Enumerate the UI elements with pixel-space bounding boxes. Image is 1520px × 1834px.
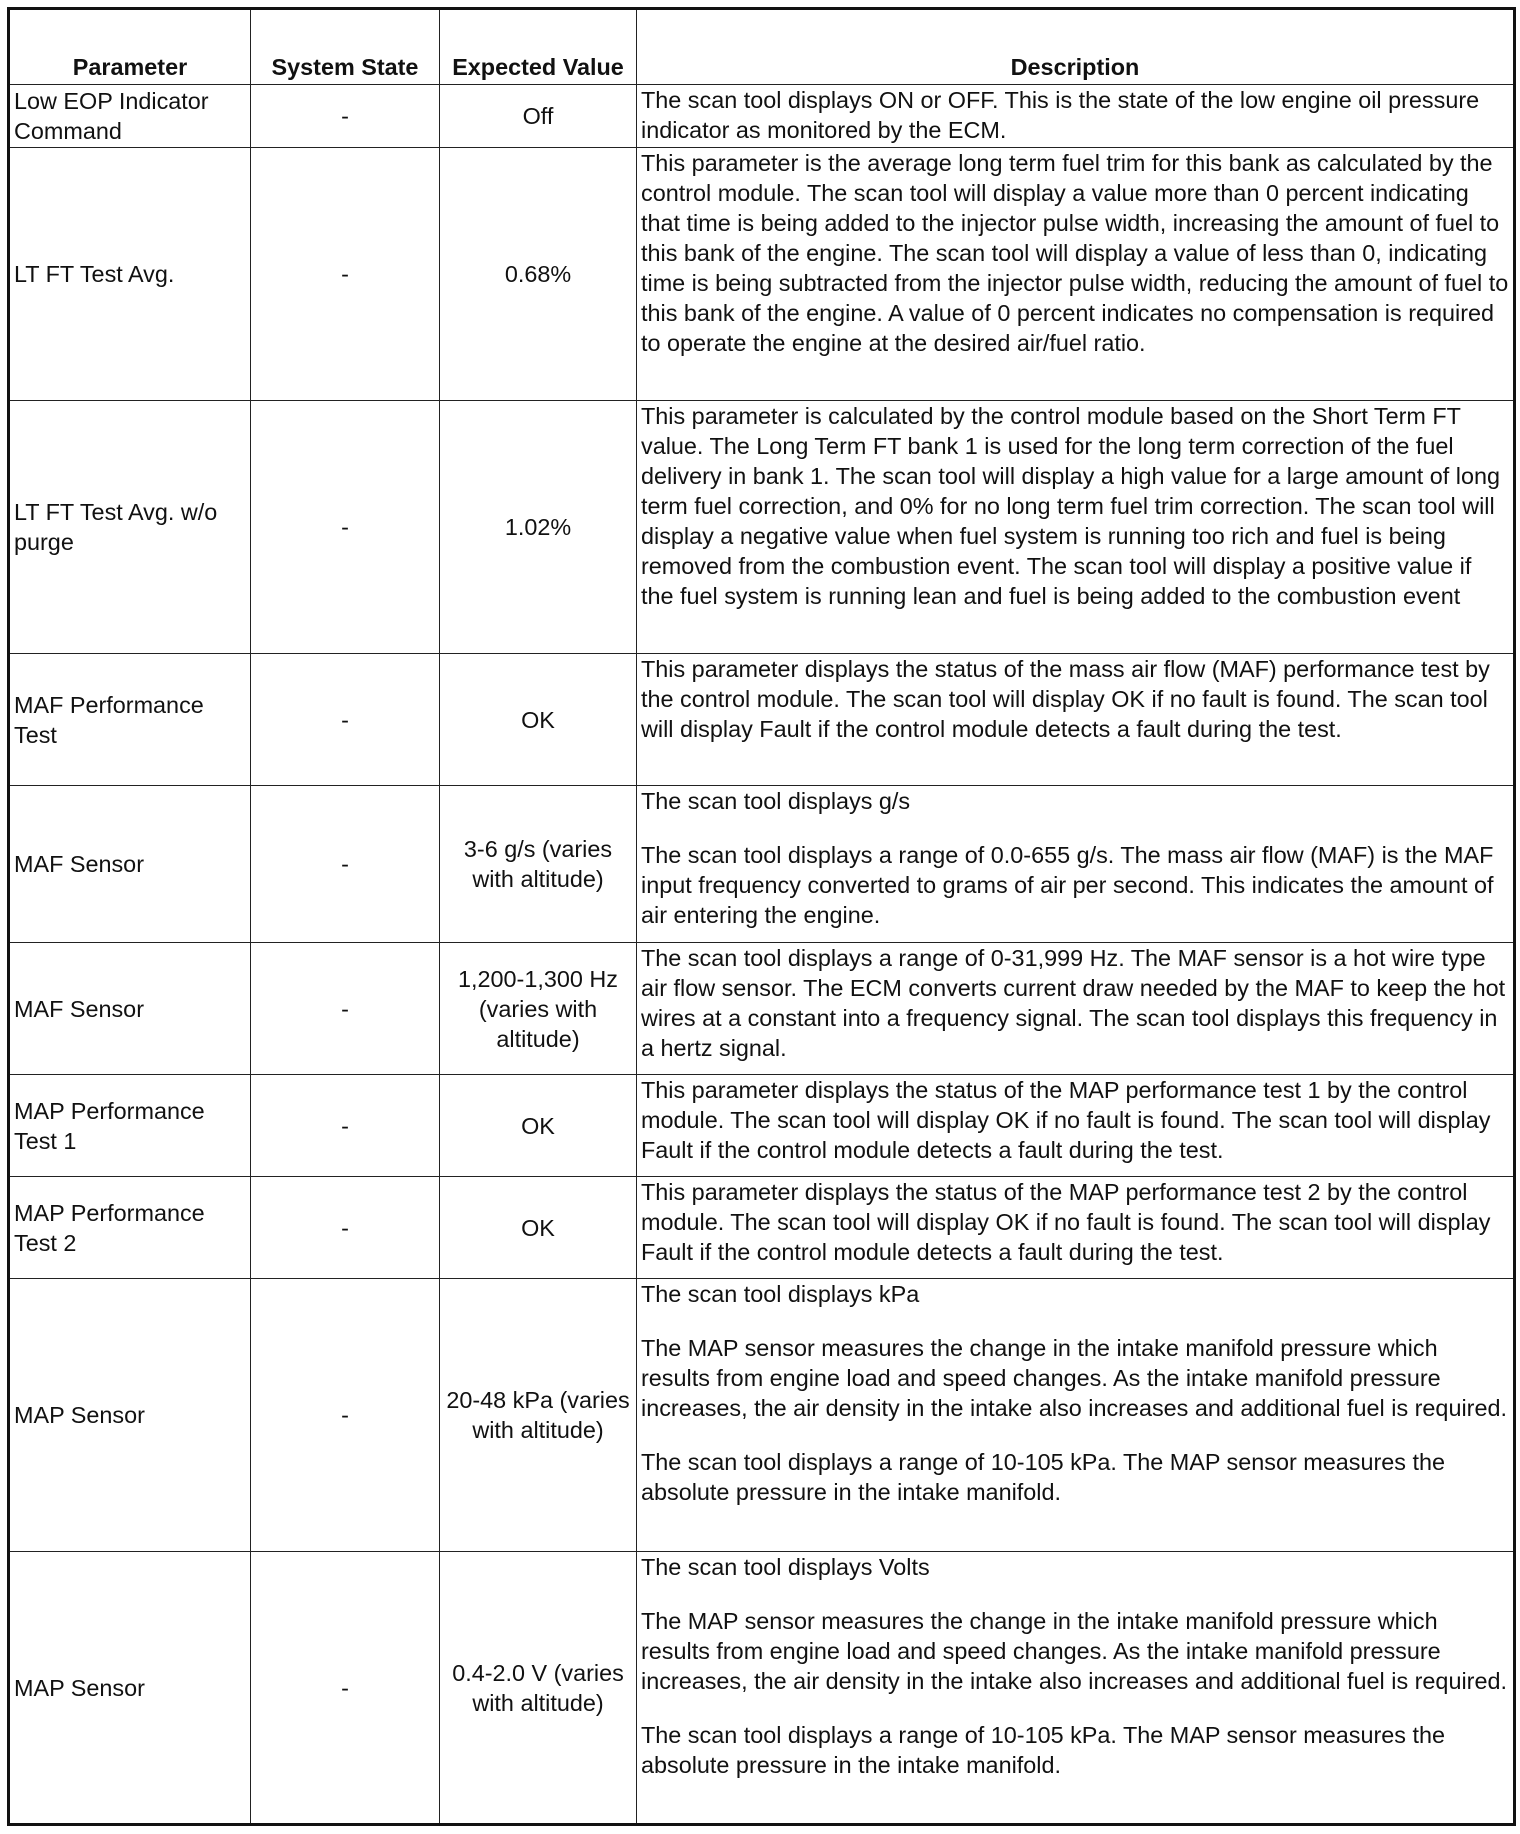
table-row [9,148,1515,401]
cell-description [637,401,1515,654]
cell-description [637,1279,1515,1552]
cell-expected-value: OK [440,1177,637,1279]
cell-description [637,85,1515,148]
description-paragraph: This parameter displays the status of the MAP performance test 2 by the control module. The scan tool will display OK if no fault is found. The scan tool will display Fault if the control module detects a fault during the test. [641,1179,1491,1265]
table-row [9,1279,1515,1552]
header-system-state: System State [251,9,440,85]
description-paragraph: This parameter displays the status of the mass air flow (MAF) performance test by the control module. The scan tool will display OK if no fault is found. The scan tool will display Fault if the control module detects a fault during the test. [641,656,1490,742]
cell-expected-value: OK [440,1075,637,1177]
cell-parameter: LT FT Test Avg. [9,148,251,401]
cell-expected-value: 3-6 g/s (varies with altitude) [440,786,637,943]
table-row [9,1177,1515,1279]
table-row [9,943,1515,1075]
cell-expected-value: OK [440,654,637,786]
cell-system-state: - [251,401,440,654]
description-paragraph: The scan tool displays a range of 0.0-655 g/s. The mass air flow (MAF) is the MAF input frequency converted to grams of air per second. This indicates the amount of air entering the engine. [641,842,1494,928]
cell-description [637,1552,1515,1825]
table-header-row [9,9,1515,85]
cell-parameter: MAP Performance Test 1 [9,1075,251,1177]
cell-expected-value: 20-48 kPa (varies with altitude) [440,1279,637,1552]
description-paragraph: The scan tool displays ON or OFF. This is the state of the low engine oil pressure indicator as monitored by the ECM. [641,87,1480,143]
cell-system-state: - [251,1552,440,1825]
description-paragraph: This parameter is the average long term fuel trim for this bank as calculated by the control module. The scan tool will display a value more than 0 percent indicating that time is being added to the injector pulse width, increasing the amount of fuel to this bank of the engine. The scan tool will display a value of less than 0, indicating time is being subtracted from the injector pulse width, reducing the amount of fuel to this bank of the engine. A value of 0 percent indicates no compensation is required to operate the engine at the desired air/fuel ratio. [641,150,1509,356]
header-description: Description [637,9,1515,85]
table-row [9,1552,1515,1825]
header-parameter: Parameter [9,9,251,85]
cell-expected-value: 0.4-2.0 V (varies with altitude) [440,1552,637,1825]
cell-description [637,1075,1515,1177]
cell-system-state: - [251,85,440,148]
description-paragraph: The scan tool displays kPa [641,1281,920,1307]
cell-parameter: MAF Sensor [9,943,251,1075]
table-row [9,654,1515,786]
cell-system-state: - [251,943,440,1075]
cell-parameter: MAF Sensor [9,786,251,943]
cell-system-state: - [251,786,440,943]
header-expected-value: Expected Value [440,9,637,85]
cell-expected-value: Off [440,85,637,148]
table-row [9,401,1515,654]
description-paragraph: The MAP sensor measures the change in the intake manifold pressure which results from engine load and speed changes. As the intake manifold pressure increases, the air density in the intake also increases and additional fuel is required. [641,1608,1507,1694]
cell-description [637,148,1515,401]
description-paragraph: This parameter displays the status of the MAP performance test 1 by the control module. The scan tool will display OK if no fault is found. The scan tool will display Fault if the control module detects a fault during the test. [641,1077,1491,1163]
cell-parameter: Low EOP Indicator Command [9,85,251,148]
cell-description [637,786,1515,943]
cell-expected-value: 0.68% [440,148,637,401]
cell-system-state: - [251,654,440,786]
table-row [9,786,1515,943]
table-body [9,85,1515,1825]
cell-system-state: - [251,1075,440,1177]
description-paragraph: The scan tool displays a range of 0-31,999 Hz. The MAF sensor is a hot wire type air flow sensor. The ECM converts current draw needed by the MAF to keep the hot wires at a constant into a frequency signal. The scan tool displays this frequency in a hertz signal. [641,945,1506,1061]
cell-expected-value: 1.02% [440,401,637,654]
description-paragraph: The MAP sensor measures the change in the intake manifold pressure which results from engine load and speed changes. As the intake manifold pressure increases, the air density in the intake also increases and additional fuel is required. [641,1335,1507,1421]
cell-description [637,654,1515,786]
cell-parameter: LT FT Test Avg. w/o purge [9,401,251,654]
cell-system-state: - [251,1177,440,1279]
description-paragraph: The scan tool displays Volts [641,1554,930,1580]
cell-parameter: MAP Sensor [9,1279,251,1552]
cell-parameter: MAP Performance Test 2 [9,1177,251,1279]
parameter-table [7,7,1516,1826]
cell-description [637,1177,1515,1279]
description-paragraph: This parameter is calculated by the control module based on the Short Term FT value. The Long Term FT bank 1 is used for the long term correction of the fuel delivery in bank 1. The scan tool will display a high value for a large amount of long term fuel correction, and 0% for no long term fuel trim correction. The scan tool will display a negative value when fuel system is running too rich and fuel is being removed from the combustion event. The scan tool will display a positive value if the fuel system is running lean and fuel is being added to the combustion event [641,403,1501,609]
cell-description [637,943,1515,1075]
table-row [9,85,1515,148]
cell-system-state: - [251,1279,440,1552]
cell-parameter: MAP Sensor [9,1552,251,1825]
table-row [9,1075,1515,1177]
description-paragraph: The scan tool displays a range of 10-105 kPa. The MAP sensor measures the absolute pressure in the intake manifold. [641,1722,1445,1778]
cell-expected-value: 1,200-1,300 Hz (varies with altitude) [440,943,637,1075]
description-paragraph: The scan tool displays g/s [641,788,911,814]
cell-system-state: - [251,148,440,401]
description-paragraph: The scan tool displays a range of 10-105 kPa. The MAP sensor measures the absolute pressure in the intake manifold. [641,1449,1445,1505]
cell-parameter: MAF Performance Test [9,654,251,786]
